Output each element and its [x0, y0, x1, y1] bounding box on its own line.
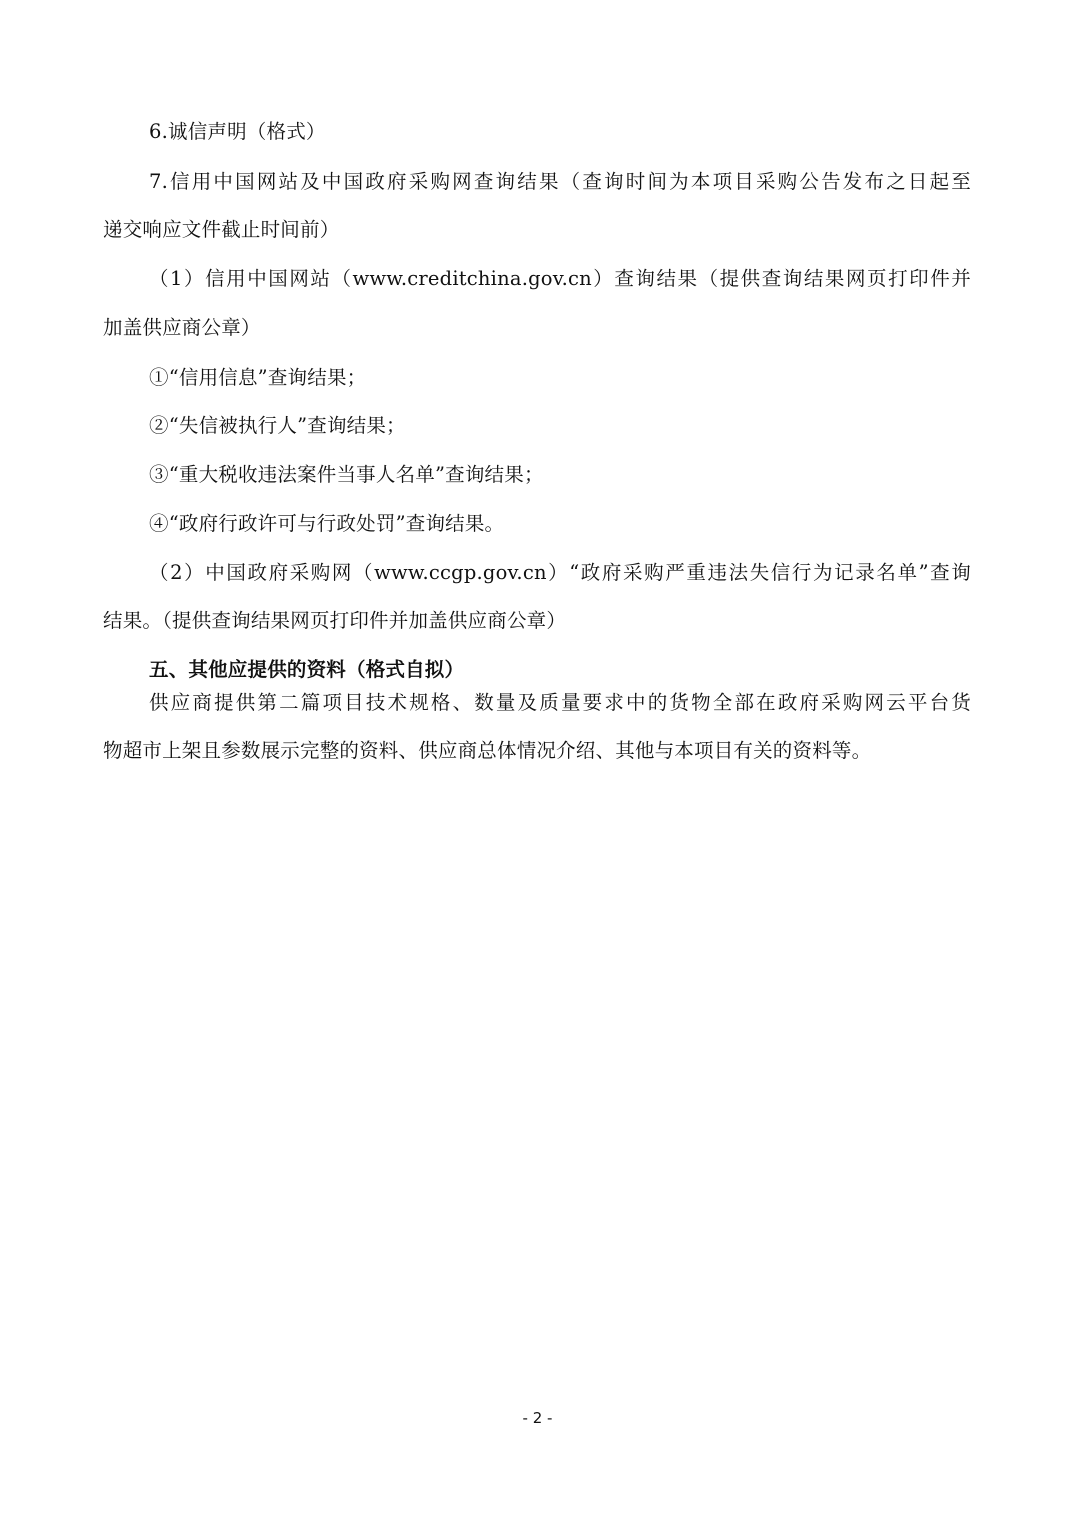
item-7-2-ccgp-line-1: （2）中国政府采购网（www.ccgp.gov.cn）“政府采购严重违法失信行为记录名单”查询 — [149, 561, 971, 584]
section-5-heading: 五、其他应提供的资料（格式自拟） — [149, 658, 465, 681]
item-7-query-results-line-1: 7.信用中国网站及中国政府采购网查询结果（查询时间为本项目采购公告发布之日起至 — [149, 170, 971, 193]
sub-item-credit-info: ①“信用信息”查询结果； — [149, 366, 367, 389]
sub-item-administrative-licensing: ④“政府行政许可与行政处罚”查询结果。 — [149, 512, 505, 535]
sub-item-major-tax-violations: ③“重大税收违法案件当事人名单”查询结果； — [149, 463, 544, 486]
section-5-body-line-1: 供应商提供第二篇项目技术规格、数量及质量要求中的货物全部在政府采购网云平台货 — [149, 691, 971, 714]
sub-item-dishonest-persons: ②“失信被执行人”查询结果； — [149, 414, 406, 437]
item-7-2-ccgp-line-2: 结果。（提供查询结果网页打印件并加盖供应商公章） — [103, 609, 567, 632]
item-6-integrity-statement: 6.诚信声明（格式） — [149, 120, 326, 143]
page-number: - 2 - — [522, 1409, 553, 1427]
section-5-body-line-2: 物超市上架且参数展示完整的资料、供应商总体情况介绍、其他与本项目有关的资料等。 — [103, 739, 872, 762]
item-7-1-creditchina-line-2: 加盖供应商公章） — [103, 316, 261, 339]
item-7-query-results-line-2: 递交响应文件截止时间前） — [103, 218, 340, 241]
item-7-1-creditchina-line-1: （1）信用中国网站（www.creditchina.gov.cn）查询结果（提供查询结果网页打印件并 — [149, 267, 971, 290]
